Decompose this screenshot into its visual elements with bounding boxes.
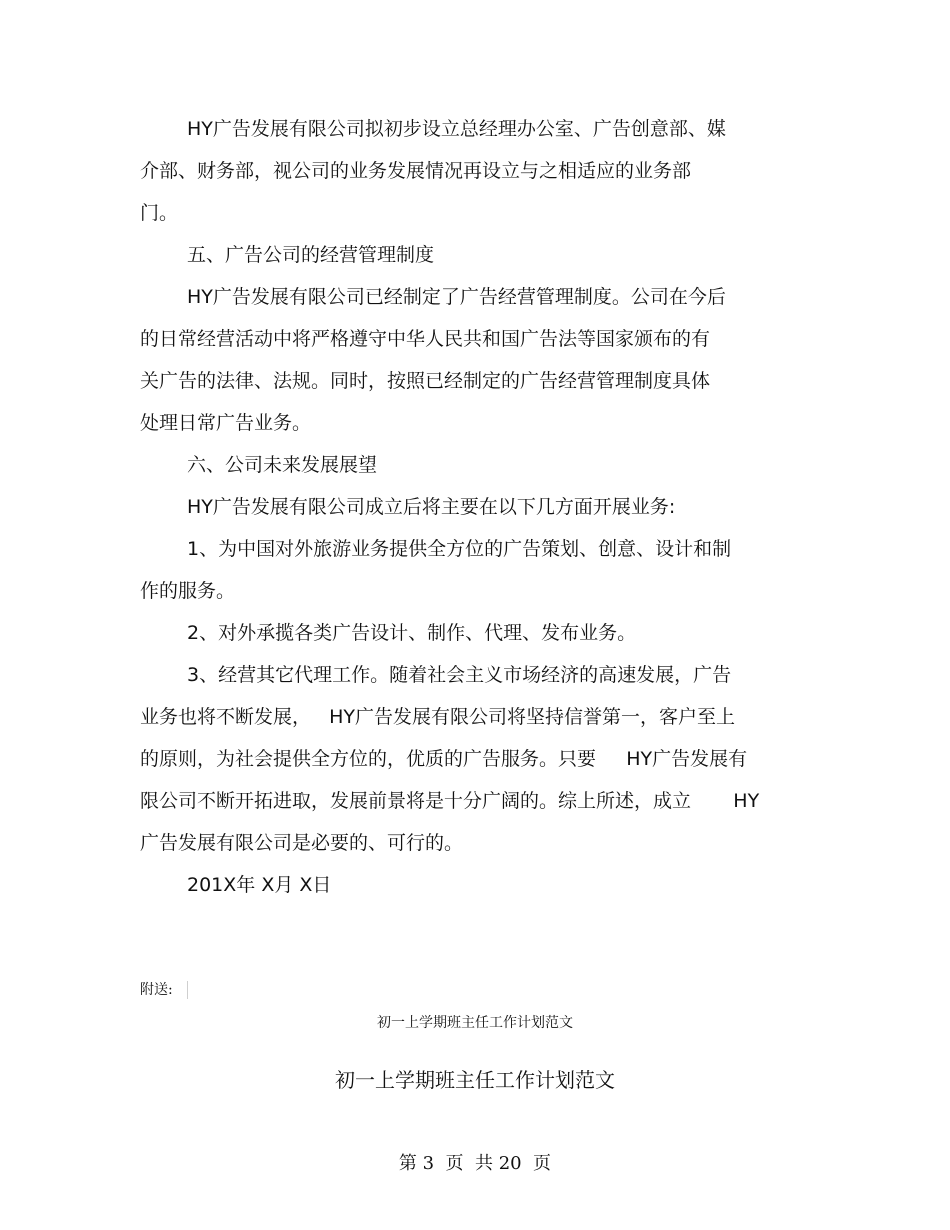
list-item-line: 广告发展有限公司是必要的、可行的。 xyxy=(140,832,464,854)
section-heading: 五、广告公司的经营管理制度 xyxy=(187,244,435,266)
paragraph-line: 门。 xyxy=(140,202,179,224)
date-line: 201X年 X月 X日 xyxy=(187,874,332,896)
attachment-divider xyxy=(187,981,188,999)
paragraph-line: 的日常经营活动中将严格遵守中华人民共和国广告法等国家颁布的有 xyxy=(140,328,711,350)
list-item-line: 限公司不断开拓进取，发展前景将是十分广阔的。综上所述，成立 HY xyxy=(140,790,760,812)
list-item-line: 3、经营其它代理工作。随着社会主义市场经济的高速发展，广告 xyxy=(187,664,732,686)
paragraph-line: 关广告的法律、法规。同时，按照已经制定的广告经营管理制度具体 xyxy=(140,370,711,392)
list-item-line: 的原则，为社会提供全方位的，优质的广告服务。只要 HY广告发展有 xyxy=(140,748,748,770)
attachment-small-title: 初一上学期班主任工作计划范文 xyxy=(377,1015,573,1031)
attachment-label: 附送: xyxy=(140,982,173,998)
page-footer: 第 3 页 共 20 页 xyxy=(398,1153,552,1174)
paragraph-line: HY广告发展有限公司拟初步设立总经理办公室、广告创意部、媒 xyxy=(187,118,726,140)
attachment-title: 初一上学期班主任工作计划范文 xyxy=(335,1068,615,1092)
paragraph-line: HY广告发展有限公司已经制定了广告经营管理制度。公司在今后 xyxy=(187,286,726,308)
list-item-line: 1、为中国对外旅游业务提供全方位的广告策划、创意、设计和制 xyxy=(187,538,732,560)
paragraph-line: 处理日常广告业务。 xyxy=(140,412,312,434)
list-item-line: 业务也将不断发展， HY广告发展有限公司将坚持信誉第一，客户至上 xyxy=(140,706,736,728)
paragraph-line: HY广告发展有限公司成立后将主要在以下几方面开展业务: xyxy=(187,496,676,518)
list-item-line: 作的服务。 xyxy=(140,580,236,602)
section-heading: 六、公司未来发展展望 xyxy=(187,454,378,476)
list-item-line: 2、对外承揽各类广告设计、制作、代理、发布业务。 xyxy=(187,622,637,644)
paragraph-line: 介部、财务部，视公司的业务发展情况再设立与之相适应的业务部 xyxy=(140,160,692,182)
